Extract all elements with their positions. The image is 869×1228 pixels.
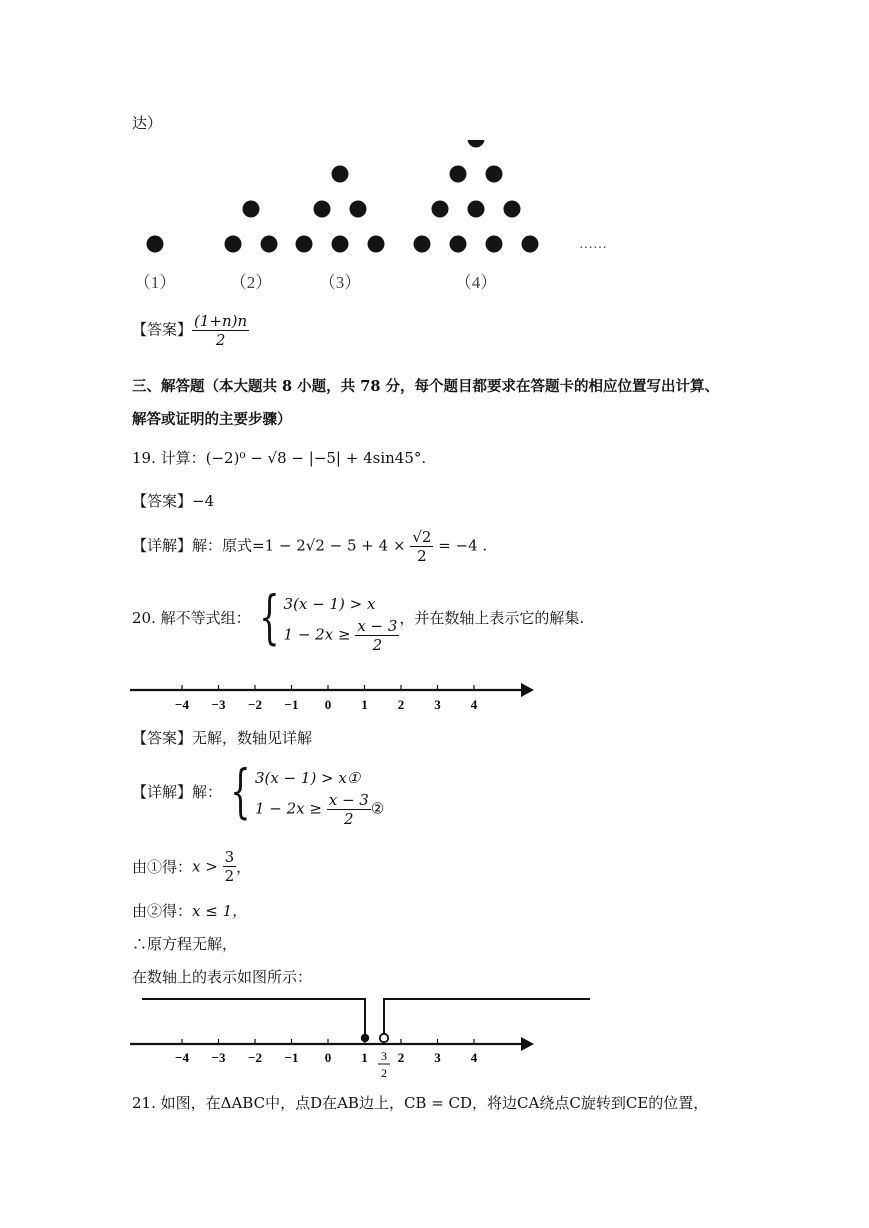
tick-label: 2 xyxy=(397,697,405,712)
dot-figure-3 xyxy=(368,236,385,253)
step-2-expression: x ≤ 1， xyxy=(192,902,248,920)
dot-pattern-figure xyxy=(130,140,630,300)
question-21: 21. 如图，在ΔABC中，点D在AB边上，CB = CD，将边CA绕点C旋转到CE的位置， xyxy=(132,1094,709,1112)
number-line-blank xyxy=(128,676,548,716)
inequality-1: 3(x − 1) > x xyxy=(283,595,376,613)
dot-figure-4 xyxy=(468,201,485,218)
tick-label: −3 xyxy=(211,1050,226,1065)
arrow-icon xyxy=(521,683,534,697)
dot-figure-4 xyxy=(432,201,449,218)
figure-label-1: （1） xyxy=(133,273,177,292)
figure-label-3: （3） xyxy=(318,273,362,292)
question-20-suffix: ，并在数轴上表示它的解集. xyxy=(399,608,585,627)
detail-inequality-2-fraction xyxy=(327,791,371,828)
question-19-label: 19. 计算： xyxy=(132,449,206,467)
question-19-detail xyxy=(132,528,487,565)
question-19-answer xyxy=(132,490,214,511)
detail-prefix: 解： xyxy=(192,782,223,801)
tick-label: −2 xyxy=(248,697,262,712)
dot-figure-3 xyxy=(332,166,349,183)
answer-fraction xyxy=(192,312,249,349)
step-3: ∴原方程无解， xyxy=(132,935,238,953)
inequality-system xyxy=(283,591,400,654)
arrow-icon xyxy=(521,1037,534,1051)
dot-figure-4 xyxy=(522,236,539,253)
tick-label: 1 xyxy=(361,697,368,712)
dot-figure-2 xyxy=(225,236,242,253)
tick-label: 0 xyxy=(324,697,332,712)
detail-fraction xyxy=(410,528,433,565)
circled-two: ② xyxy=(370,799,385,818)
dot-figure-4 xyxy=(450,236,467,253)
question-20-detail xyxy=(132,757,385,828)
step-1-expression: x > xyxy=(192,857,218,876)
step-1-end: ， xyxy=(236,858,252,876)
dot-figure-3 xyxy=(350,201,367,218)
dot-figure-4 xyxy=(486,166,503,183)
tick-fraction-numerator: 3 xyxy=(381,1049,387,1063)
fraction-denominator: 2 xyxy=(372,636,383,654)
tick-label: −1 xyxy=(284,1050,299,1065)
fraction-denominator: 2 xyxy=(224,867,235,885)
inequality-2-fraction xyxy=(355,617,399,654)
detail-tag: 【详解】 xyxy=(132,782,193,801)
answer-tag: 【答案】 xyxy=(132,320,193,339)
question-19-end: . xyxy=(421,449,427,467)
question-20-answer xyxy=(132,727,312,748)
answer-value: −4 xyxy=(192,492,215,510)
step-2-prefix: 由②得： xyxy=(132,902,193,920)
question-19 xyxy=(132,447,426,468)
question-19-expression: (−2)⁰ − √8 − |−5| + 4sin45° xyxy=(205,449,422,467)
dot-figure-4 xyxy=(450,166,467,183)
section-3-heading-line1: 三、解答题（本大题共 8 小题，共 78 分，每个题目都要求在答题卡的相应位置写出计算、 xyxy=(132,378,719,395)
brace-icon: { xyxy=(258,583,280,651)
question-20-label: 20. 解不等式组： xyxy=(132,608,251,627)
step-4: 在数轴上的表示如图所示： xyxy=(132,968,313,986)
step-2 xyxy=(132,900,247,921)
detail-inequality-1: 3(x − 1) > x① xyxy=(254,769,361,787)
fraction-denominator: 2 xyxy=(344,810,354,828)
question-18-tail: 达） xyxy=(132,114,163,132)
tick-label: 3 xyxy=(434,1050,441,1065)
tick-label: 4 xyxy=(470,697,478,712)
tick-fraction-denominator: 2 xyxy=(381,1066,387,1080)
detail-tag: 【详解】 xyxy=(132,536,193,555)
tick-label: 3 xyxy=(434,697,441,712)
answer-tag: 【答案】 xyxy=(132,729,193,747)
tick-label: 1 xyxy=(361,1050,368,1065)
solution-ray-left xyxy=(142,999,365,1038)
fraction-numerator: √2 xyxy=(412,528,432,546)
tick-label: −2 xyxy=(248,1050,262,1065)
detail-inequality-2-left: 1 − 2x ≥ xyxy=(254,799,322,818)
question-20 xyxy=(132,583,585,654)
figure-label-4: （4） xyxy=(454,273,498,292)
figure-label-2: （2） xyxy=(229,273,273,292)
step-1 xyxy=(132,848,251,885)
tick-label: 2 xyxy=(397,1050,405,1065)
fraction-denominator: 2 xyxy=(417,547,427,565)
dot-figure-4 xyxy=(468,140,485,148)
detail-inequality-system xyxy=(254,765,385,828)
dot-figure-3 xyxy=(314,201,331,218)
tick-label: −3 xyxy=(211,697,226,712)
step-1-fraction xyxy=(223,848,237,885)
tick-label: 4 xyxy=(470,1050,478,1065)
detail-result: = −4 . xyxy=(438,536,488,555)
inequality-2-left: 1 − 2x ≥ xyxy=(283,625,351,644)
brace-icon: { xyxy=(230,757,251,825)
tick-label: −4 xyxy=(175,697,189,712)
question-18-answer xyxy=(132,312,249,349)
ellipsis: …… xyxy=(579,237,607,252)
dot-figure-2 xyxy=(243,201,260,218)
detail-expression: 1 − 2√2 − 5 + 4 × xyxy=(264,536,406,555)
section-3-heading-line2: 解答或证明的主要步骤） xyxy=(132,411,292,428)
detail-prefix: 解：原式= xyxy=(192,536,265,555)
tick-label: −4 xyxy=(175,1050,189,1065)
dot-figure-3 xyxy=(332,236,349,253)
fraction-denominator: 2 xyxy=(215,331,226,349)
dot-figure-2 xyxy=(261,236,278,253)
dot-figure-3 xyxy=(296,236,313,253)
dot-figure-4 xyxy=(504,201,521,218)
fraction-numerator: x − 3 xyxy=(328,791,369,809)
dot-figure-1 xyxy=(147,236,164,253)
answer-tag: 【答案】 xyxy=(132,492,193,510)
step-1-prefix: 由①得： xyxy=(132,858,193,876)
fraction-numerator: (1+n)n xyxy=(194,312,248,330)
tick-label: −1 xyxy=(284,697,299,712)
solution-ray-right xyxy=(384,999,590,1038)
hollow-dot-three-halves xyxy=(380,1034,388,1042)
tick-label: 0 xyxy=(324,1050,332,1065)
fraction-numerator: 3 xyxy=(224,848,235,866)
dot-figure-4 xyxy=(486,236,503,253)
fraction-numerator: x − 3 xyxy=(357,617,398,635)
dot-figure-4 xyxy=(414,236,431,253)
number-line-solution xyxy=(128,990,608,1082)
answer-value: 无解，数轴见详解 xyxy=(192,729,313,747)
